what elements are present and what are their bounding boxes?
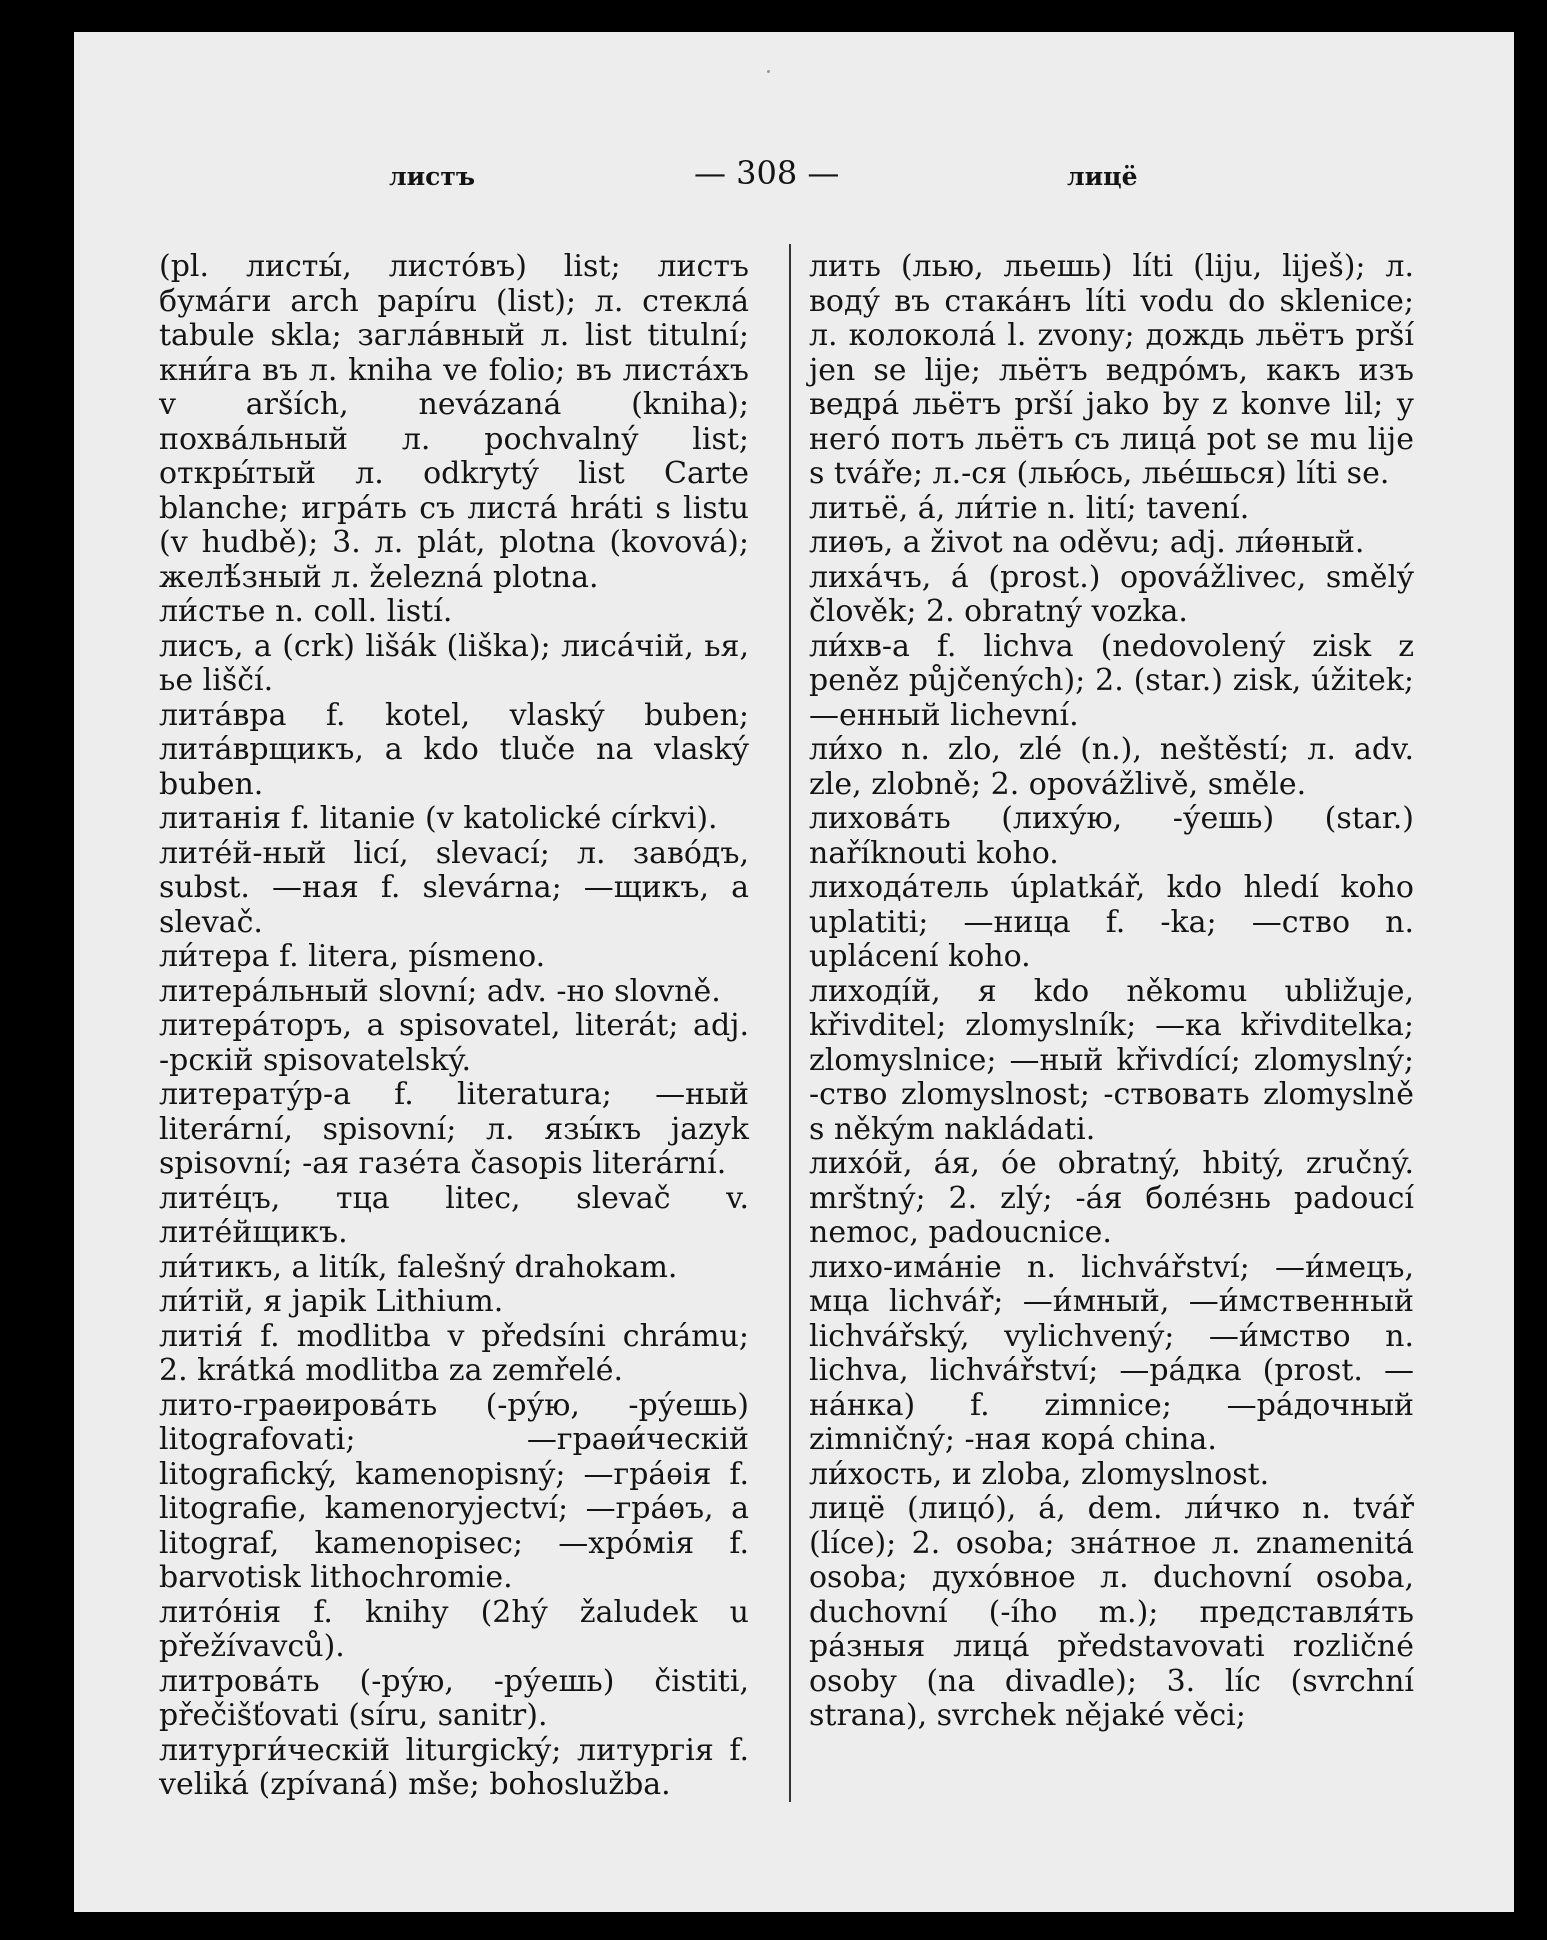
dict-entry: лихо-има́ніе n. lichvářství; —и́мецъ, мца lichvář; —и́мный, —и́мственный lichvářský, vylichvený; —и́мство n. lichva, lichvářství; —ра́дка (prost. —на́нка) f. zimnice; —ра́дочный zimničný; -ная кора́ china. [809, 1249, 1414, 1457]
scan-border [1522, 28, 1547, 1918]
dict-entry: лиѳъ, а život na oděvu; adj. ли́ѳный. [809, 525, 1365, 560]
dict-entry: ли́тикъ, а litík, falešný drahokam. [159, 1249, 678, 1285]
dict-entry: ли́хв-а f. lichva (nedovolený zisk z peněz půjčených); 2. (star.) zisk, úžitek; —енный lichevní. [809, 628, 1414, 733]
dict-entry: лицё (лицо́), а́, dem. ли́чко n. tvář (líce); 2. osoba; зна́тное л. znamenitá osoba; духо́вное л. duchovní osoba, duchovní (-ího m.); представля́ть ра́зныя лица́ představovati rozličné osoby (na divadle); 3. líc (svrchní strana), svrchek nějaké věci; [809, 1491, 1414, 1733]
dict-entry: ли́хость, и zloba, zlomyslnost. [809, 1456, 1270, 1492]
header-left-word: листъ [389, 162, 476, 191]
dict-entry: лихо́й, а́я, о́е obratný, hbitý, zručný. mrštný; 2. zlý; -а́я боле́знь padoucí nemoc, padoucnice. [809, 1146, 1414, 1250]
page-number: — 308 — [694, 154, 840, 192]
dict-entry: литера́льный slovní; adv. -но slovně. [159, 973, 721, 1009]
dict-entry: лито-граѳирова́ть (-ру́ю, -ру́ешь) litografovati; —граѳи́ческій litografický, kamenopisný; —гра́ѳія f. litografie, kamenoryjectví; —гра́ѳъ, а litograf, kamenopisec; —хро́мія f. barvotisk lithochromie. [159, 1387, 749, 1595]
dict-entry: лито́нія f. knihy (2hý žaludek u přežívavců). [159, 1594, 749, 1664]
dict-entry: (pl. листы́, листо́въ) list; листъ бума́ги arch papíru (list); л. стекла́ tabule skla; загла́вный л. list titulní; кни́га въ л. kniha ve folio; въ листа́хъ v arších, nevázaná (kniha); похва́льный л. pochvalný list; откры́тый л. odkrytý list Carte blanche; игра́ть съ листа́ hráti s listu (v hudbě); 3. л. plát, plotna (kovová); желѣ́зный л. železná plotna. [159, 249, 749, 595]
dict-entry: литрова́ть (-ру́ю, -ру́ешь) čistiti, přečišťovati (síru, sanitr). [159, 1663, 749, 1733]
dict-entry: лихода́тель úplatkář, kdo hledí koho uplatiti; —ница f. -ka; —ство n. uplácení koho. [809, 870, 1414, 974]
dict-entry: лита́вра f. kotel, vlaský buben; лита́врщикъ, а kdo tluče na vlaský buben. [159, 697, 749, 802]
column-divider [789, 244, 791, 1802]
page-header [74, 154, 1514, 204]
dict-entry: ли́тій, я japik Lithium. [159, 1284, 504, 1319]
dict-entry: ли́стье n. coll. listí. [159, 594, 453, 629]
dict-entry: лить (лью, льешь) líti (liju, liješ); л. воду́ въ стака́нъ líti vodu do sklenice; л. колокола́ l. zvony; дождь льётъ prší jen se lije; льётъ ведро́мъ, какъ изъ ведра́ льётъ prší jako by z konve lil; у него́ потъ льётъ съ лица́ pot se mu lije s tváře; л.-ся (лью́сь, лье́шься) líti se. [809, 249, 1414, 491]
dict-entry: лиха́чъ, а́ (prost.) opovážlivec, smělý člověk; 2. obratný vozka. [809, 559, 1414, 629]
dict-entry: литурги́ческій liturgický; литургія f. veliká (zpívaná) mše; bohoslužba. [159, 1732, 749, 1802]
dict-entry: лихова́ть (лиху́ю, -у́ешь) (star.) naříknouti koho. [809, 801, 1414, 871]
right-column [809, 250, 1414, 1734]
left-column [159, 250, 749, 1803]
dict-entry: литьё, а́, ли́тіе n. lití; tavení. [809, 490, 1250, 526]
dict-entry: литерату́р-а f. literatura; —ный literární, spisovní; л. язы́къ jazyk spisovní; -ая газе́та časopis literární. [159, 1077, 749, 1181]
dict-entry: лиході́й, я kdo někomu ubližuje, křivditel; zlomyslník; —ка křivditelka; zlomyslnice; —ный křivdící; zlomyslný; -ство zlomyslnost; -ствовать zlomyslně s někým nakládati. [809, 973, 1414, 1147]
dict-entry: литера́торъ, а spisovatel, literát; adj. -рскій spisovatelský. [159, 1008, 749, 1078]
dict-entry: литанія f. litanie (v katolické církvi). [159, 801, 718, 836]
dict-entry: литія́ f. modlitba v předsíni chrámu; 2. krátká modlitba za zemřelé. [159, 1318, 749, 1388]
dict-entry: лите́цъ, тца litec, slevač v. лите́йщикъ. [159, 1180, 749, 1250]
dict-entry: ли́тера f. litera, písmeno. [159, 939, 546, 974]
speck-mark [767, 70, 770, 73]
dict-entry: ли́хо n. zlo, zlé (n.), neštěstí; л. adv. zle, zlobně; 2. opovážlivě, směle. [809, 732, 1414, 802]
header-right-word: лицё [1067, 162, 1138, 191]
dictionary-page [74, 32, 1514, 1912]
dict-entry: лите́й-ный licí, slevací; л. заво́дъ, subst. —ная f. slevárna; —щикъ, а slevač. [159, 835, 749, 940]
dict-entry: лисъ, а (crk) lišák (liška); лиса́чій, ья, ье liščí. [159, 628, 749, 698]
